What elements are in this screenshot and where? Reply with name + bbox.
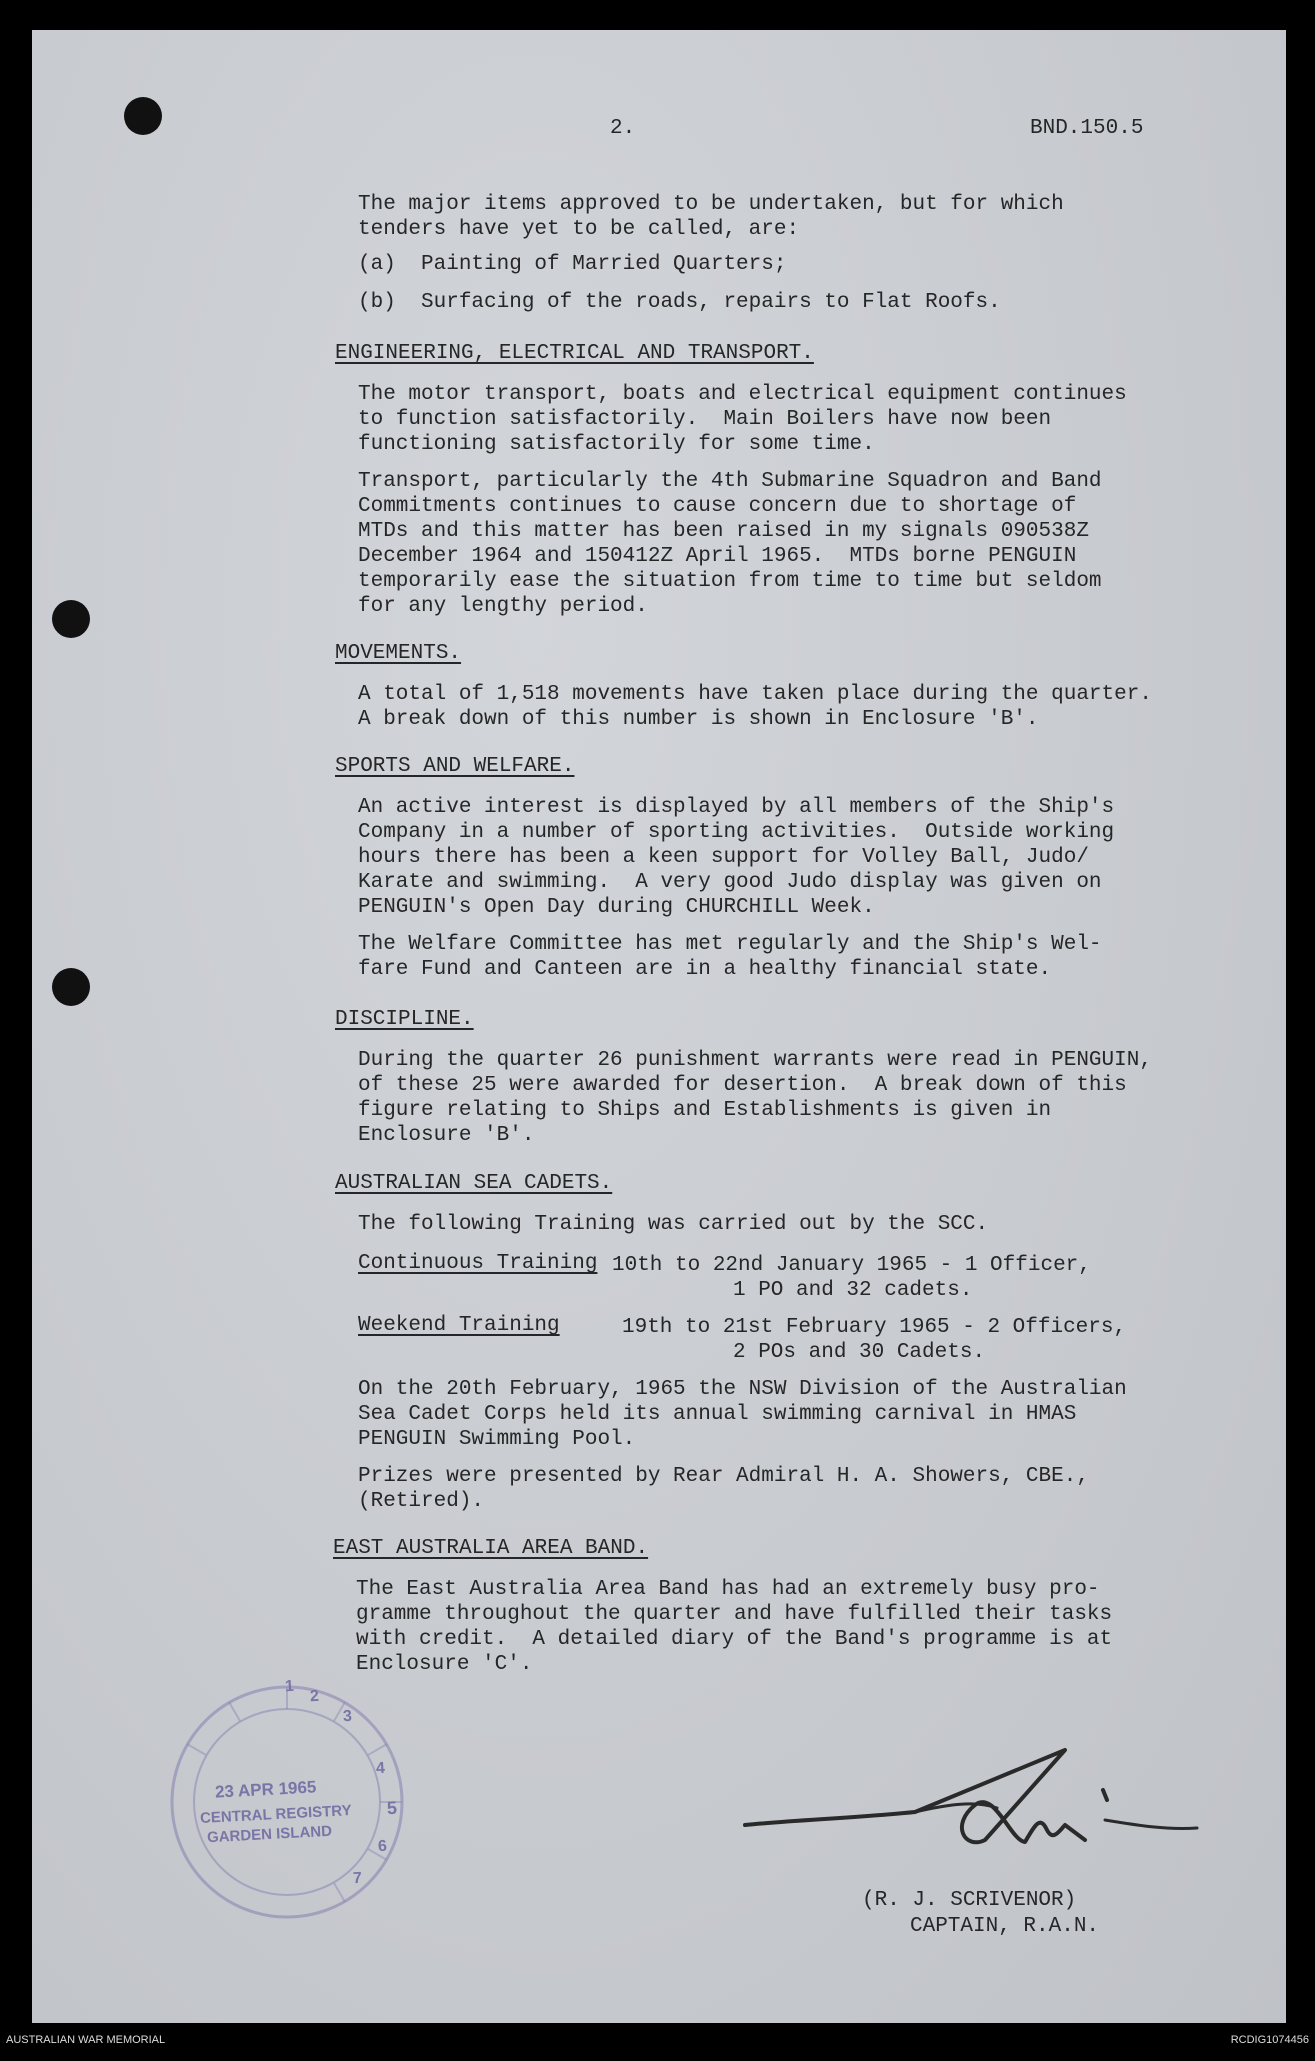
paragraph-line: Transport, particularly the 4th Submarine Squadron and Band bbox=[358, 470, 1102, 493]
paragraph-line: fare Fund and Canteen are in a healthy financial state. bbox=[358, 958, 1052, 981]
punch-hole bbox=[52, 968, 90, 1006]
training-detail: 2 POs and 30 Cadets. bbox=[733, 1341, 986, 1364]
section-heading: MOVEMENTS. bbox=[335, 642, 462, 665]
paragraph-line: with credit. A detailed diary of the Band's programme is at bbox=[356, 1628, 1113, 1651]
stamp-digit: 7 bbox=[352, 1869, 363, 1888]
paragraph-line: The major items approved to be undertaken, but for which bbox=[358, 193, 1064, 216]
page-number: 2. bbox=[610, 117, 636, 140]
paragraph-line: Enclosure 'C'. bbox=[356, 1653, 533, 1676]
paragraph-line: functioning satisfactorily for some time. bbox=[358, 433, 875, 456]
paragraph-line: figure relating to Ships and Establishments is given in bbox=[358, 1099, 1052, 1122]
training-detail: 1 PO and 32 cadets. bbox=[733, 1279, 973, 1302]
paragraph-line: of these 25 were awarded for desertion. A break down of this bbox=[358, 1074, 1127, 1097]
stamp-digit: 3 bbox=[342, 1707, 353, 1726]
paragraph-line: A total of 1,518 movements have taken place during the quarter. bbox=[358, 683, 1152, 706]
paragraph-line: tenders have yet to be called, are: bbox=[358, 218, 800, 241]
section-heading: SPORTS AND WELFARE. bbox=[335, 755, 575, 778]
stamp-digit: 4 bbox=[375, 1759, 386, 1778]
paragraph-line: PENGUIN Swimming Pool. bbox=[358, 1428, 636, 1451]
paragraph-line: for any lengthy period. bbox=[358, 595, 648, 618]
stamp-line: CENTRAL REGISTRY bbox=[199, 1802, 353, 1827]
section-heading: ENGINEERING, ELECTRICAL AND TRANSPORT. bbox=[335, 342, 814, 365]
paragraph-line: temporarily ease the situation from time to time but seldom bbox=[358, 570, 1102, 593]
paragraph-line: A break down of this number is shown in Enclosure 'B'. bbox=[358, 708, 1039, 731]
signatory-rank: CAPTAIN, R.A.N. bbox=[910, 1915, 1100, 1938]
paragraph-line: MTDs and this matter has been raised in my signals 090538Z bbox=[358, 520, 1089, 543]
section-heading: AUSTRALIAN SEA CADETS. bbox=[335, 1172, 613, 1195]
signature-scrawl bbox=[735, 1730, 1205, 1870]
paragraph-line: Sea Cadet Corps held its annual swimming carnival in HMAS bbox=[358, 1403, 1077, 1426]
paragraph-line: PENGUIN's Open Day during CHURCHILL Week. bbox=[358, 896, 875, 919]
stamp-digit: 2 bbox=[309, 1687, 320, 1706]
paragraph-line: On the 20th February, 1965 the NSW Division of the Australian bbox=[358, 1378, 1127, 1401]
punch-hole bbox=[124, 97, 162, 135]
paragraph-line: (Retired). bbox=[358, 1490, 485, 1513]
paragraph-line: Enclosure 'B'. bbox=[358, 1124, 535, 1147]
stamp-digit: 5 bbox=[386, 1797, 398, 1819]
paragraph-line: Karate and swimming. A very good Judo display was given on bbox=[358, 871, 1102, 894]
list-item: (a) Painting of Married Quarters; bbox=[358, 253, 787, 276]
paragraph-line: Commitments continues to cause concern due to shortage of bbox=[358, 495, 1077, 518]
registry-stamp bbox=[165, 1677, 410, 1925]
training-detail: 19th to 21st February 1965 - 2 Officers, bbox=[622, 1316, 1127, 1339]
paragraph-line: An active interest is displayed by all members of the Ship's bbox=[358, 796, 1115, 819]
paragraph-line: During the quarter 26 punishment warrants were read in PENGUIN, bbox=[358, 1049, 1152, 1072]
training-label: Continuous Training bbox=[358, 1252, 598, 1275]
paragraph-line: hours there has been a keen support for Volley Ball, Judo/ bbox=[358, 846, 1089, 869]
document-reference: BND.150.5 bbox=[1030, 117, 1144, 140]
section-heading: DISCIPLINE. bbox=[335, 1008, 474, 1031]
paragraph-line: Prizes were presented by Rear Admiral H. A. Showers, CBE., bbox=[358, 1465, 1089, 1488]
stamp-date: 23 APR 1965 bbox=[214, 1777, 317, 1802]
training-detail: 10th to 22nd January 1965 - 1 Officer, bbox=[612, 1254, 1091, 1277]
stamp-digit: 1 bbox=[284, 1677, 295, 1696]
paragraph-line: The East Australia Area Band has had an extremely busy pro- bbox=[356, 1578, 1100, 1601]
footer-left: AUSTRALIAN WAR MEMORIAL bbox=[6, 2034, 166, 2046]
paragraph-line: gramme throughout the quarter and have fulfilled their tasks bbox=[356, 1603, 1113, 1626]
paragraph-line: The following Training was carried out by the SCC. bbox=[358, 1213, 989, 1236]
section-heading: EAST AUSTRALIA AREA BAND. bbox=[333, 1537, 649, 1560]
paragraph-line: The motor transport, boats and electrical equipment continues bbox=[358, 383, 1127, 406]
punch-hole bbox=[52, 600, 90, 638]
training-label: Weekend Training bbox=[358, 1314, 560, 1337]
footer-right: RCDIG1074456 bbox=[1230, 2034, 1309, 2046]
list-item: (b) Surfacing of the roads, repairs to Flat Roofs. bbox=[358, 291, 1001, 314]
paragraph-line: The Welfare Committee has met regularly and the Ship's Wel- bbox=[358, 933, 1102, 956]
paragraph-line: December 1964 and 150412Z April 1965. MTDs borne PENGUIN bbox=[358, 545, 1077, 568]
paragraph-line: Company in a number of sporting activities. Outside working bbox=[358, 821, 1115, 844]
signatory-name: (R. J. SCRIVENOR) bbox=[862, 1889, 1077, 1912]
stamp-ring bbox=[165, 1677, 410, 1925]
stamp-line: GARDEN ISLAND bbox=[206, 1822, 333, 1847]
stamp-digit: 6 bbox=[377, 1837, 388, 1856]
paragraph-line: to function satisfactorily. Main Boilers have now been bbox=[358, 408, 1052, 431]
